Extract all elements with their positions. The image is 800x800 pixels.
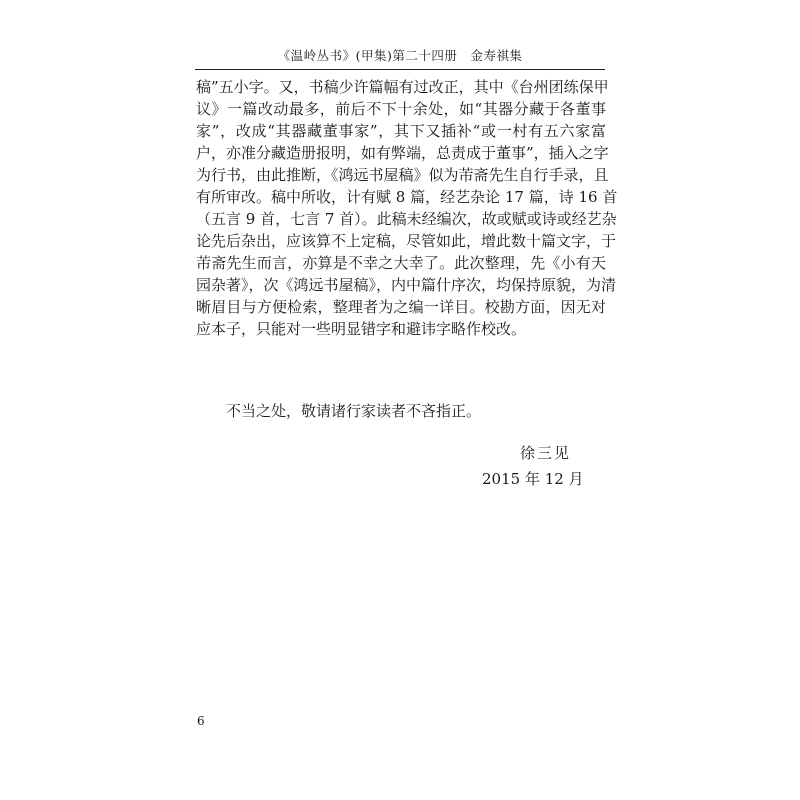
header-rule — [195, 69, 605, 70]
text-line: 晰眉目与方便检索，整理者为之编一详目。校勘方面，因无对 — [196, 298, 606, 316]
text-line: 家”，改成“其器藏董事家”，其下又插补“或一村有五六家富 — [196, 122, 606, 140]
closing-line: 不当之处，敬请诸行家读者不吝指正。 — [226, 402, 482, 420]
text-line: （五言 9 首，七言 7 首）。此稿未经编次，故或赋或诗或经艺杂 — [196, 210, 617, 228]
closing-paragraph — [196, 400, 606, 422]
text-line: 论先后杂出，应该算不上定稿，尽管如此，增此数十篇文字，于 — [196, 232, 617, 250]
running-header: 《温岭丛书》(甲集)第二十四册 金寿祺集 — [277, 48, 523, 63]
text-line: 芾斋先生而言，亦算是不幸之大幸了。此次整理，先《小有天 — [196, 254, 606, 272]
text-line: 稿”五小字。又，书稿少许篇幅有过改正，其中《台州团练保甲 — [196, 78, 609, 96]
author-signature: 徐三见 — [520, 444, 572, 462]
text-line: 议》一篇改动最多，前后不下十余处，如“其器分藏于各董事 — [196, 100, 606, 118]
page-number: 6 — [197, 714, 205, 728]
text-line: 为行书，由此推断，《鸿远书屋稿》似为芾斋先生自行手录，且 — [196, 166, 609, 184]
text-line: 应本子，只能对一些明显错字和避讳字略作校改。 — [196, 320, 527, 338]
text-line: 园杂著》，次《鸿远书屋稿》，内中篇什序次，均保持原貌，为清 — [196, 276, 617, 294]
signature-date: 2015 年 12 月 — [482, 470, 584, 488]
text-line: 有所审改。稿中所收，计有赋 8 篇，经艺杂论 17 篇，诗 16 首 — [196, 188, 618, 206]
body-paragraph — [196, 76, 618, 340]
text-line: 户，亦准分藏造册报明，如有弊端，总责成于董事”，插入之字 — [196, 144, 609, 162]
